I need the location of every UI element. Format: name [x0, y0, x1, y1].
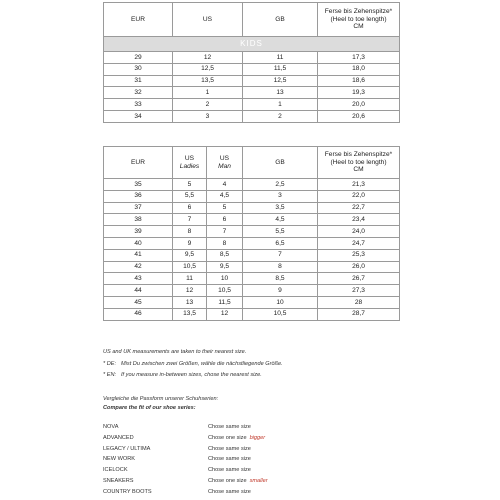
cell-us: 2 [173, 99, 243, 111]
header-cm-line2: (Heel to toe length) [330, 158, 387, 166]
cell-cm: 24,7 [318, 237, 400, 249]
header-heel-to-toe [318, 3, 400, 37]
cell-man: 5 [207, 202, 243, 214]
cell-gb: 4,5 [243, 214, 318, 226]
cell-ladies: 5,5 [173, 190, 207, 202]
header-cm-line1: Ferse bis Zehenspitze* [324, 8, 393, 16]
cell-cm: 26,0 [318, 261, 400, 273]
cell-gb: 11 [243, 52, 318, 64]
fit-advice [208, 456, 251, 462]
cell-gb: 8 [243, 261, 318, 273]
table-row [104, 285, 400, 297]
series-name: COUNTRY BOOTS [103, 488, 152, 495]
de-note [103, 361, 283, 373]
cell-man: 8,5 [207, 249, 243, 261]
cell-eur: 41 [104, 249, 173, 261]
table-row [104, 226, 400, 238]
cell-man: 6 [207, 214, 243, 226]
cell-us: 13,5 [173, 75, 243, 87]
cell-gb: 6,5 [243, 237, 318, 249]
cell-eur: 33 [104, 99, 173, 111]
compare-row [103, 456, 403, 467]
cell-gb: 7 [243, 249, 318, 261]
cell-eur: 32 [104, 87, 173, 99]
header-heel-to-toe [318, 147, 400, 179]
fit-advice-text: Chose same size [208, 424, 251, 430]
table-row [104, 52, 400, 64]
compare-row [103, 467, 403, 478]
cell-man: 9,5 [207, 261, 243, 273]
cell-eur: 38 [104, 214, 173, 226]
compare-heading [103, 396, 218, 414]
cell-ladies: 9 [173, 237, 207, 249]
cell-eur: 40 [104, 237, 173, 249]
cell-eur: 35 [104, 179, 173, 191]
cell-us: 1 [173, 87, 243, 99]
fit-advice [208, 467, 251, 473]
cell-cm: 20,6 [318, 110, 400, 122]
compare-title-en: Compare the fit of our shoe series: [103, 405, 196, 411]
fit-advice [208, 435, 265, 441]
compare-row [103, 424, 403, 435]
fit-advice-text: Chose same size [208, 456, 251, 463]
en-note [103, 372, 283, 384]
fit-advice-accent: smaller [249, 477, 268, 484]
kids-size-table [103, 2, 400, 123]
table-row [104, 190, 400, 202]
cell-gb: 9 [243, 285, 318, 297]
cell-us: 3 [173, 110, 243, 122]
series-name: NEW WORK [103, 456, 136, 463]
series-name: LEGACY / ULTIMA [103, 445, 151, 452]
cell-man: 4,5 [207, 190, 243, 202]
de-note-text: Mist Du zwischen zwei Größen, wähle die nächstliegende Größe. [121, 360, 283, 367]
cell-ladies: 12 [173, 285, 207, 297]
header-us-ladies-line1: US [184, 154, 195, 162]
cell-gb: 1 [243, 99, 318, 111]
cell-cm: 18,0 [318, 63, 400, 75]
cell-man: 10 [207, 273, 243, 285]
en-note-text: If you measure in-between sizes, chose the nearest size. [121, 372, 262, 378]
cell-eur: 44 [104, 285, 173, 297]
cell-cm: 21,3 [318, 179, 400, 191]
fit-advice-text: Chose same size [208, 488, 251, 495]
compare-row [103, 446, 403, 457]
fit-advice-accent: bigger [249, 434, 266, 441]
cell-man: 7 [207, 226, 243, 238]
table-row [104, 237, 400, 249]
cell-cm: 25,3 [318, 249, 400, 261]
cell-gb: 5,5 [243, 226, 318, 238]
cell-man: 4 [207, 179, 243, 191]
cell-ladies: 9,5 [173, 249, 207, 261]
table-row [104, 87, 400, 99]
cell-us: 12 [173, 52, 243, 64]
cell-gb: 2,5 [243, 179, 318, 191]
cell-gb: 12,5 [243, 75, 318, 87]
table-row [104, 296, 400, 308]
fit-advice [208, 489, 251, 495]
cell-cm: 23,4 [318, 214, 400, 226]
compare-row [103, 489, 403, 500]
table-row [104, 273, 400, 285]
cell-ladies: 6 [173, 202, 207, 214]
cell-man: 11,5 [207, 296, 243, 308]
fit-advice-text: Chose same size [208, 467, 251, 474]
cell-eur: 30 [104, 63, 173, 75]
adult-size-table [103, 146, 400, 321]
table-row [104, 214, 400, 226]
cell-cm: 24,0 [318, 226, 400, 238]
cell-cm: 27,3 [318, 285, 400, 297]
fit-advice-text: Chose one size [208, 477, 247, 484]
cell-ladies: 7 [173, 214, 207, 226]
cell-gb: 8,5 [243, 273, 318, 285]
cell-gb: 10,5 [243, 308, 318, 320]
cell-eur: 29 [104, 52, 173, 64]
table-row [104, 110, 400, 122]
cell-eur: 43 [104, 273, 173, 285]
compare-title-de: Vergleiche die Passform unserer Schuhserien: [103, 396, 219, 402]
fit-advice [208, 478, 268, 484]
cell-gb: 3 [243, 190, 318, 202]
table-row [104, 202, 400, 214]
compare-row [103, 478, 403, 489]
cell-eur: 37 [104, 202, 173, 214]
cell-ladies: 8 [173, 226, 207, 238]
cell-ladies: 13,5 [173, 308, 207, 320]
cell-cm: 17,3 [318, 52, 400, 64]
fit-advice-text: Chose one size [208, 434, 247, 441]
table-row [104, 179, 400, 191]
cell-gb: 11,5 [243, 63, 318, 75]
header-eur: EUR [104, 3, 173, 37]
cell-cm: 19,3 [318, 87, 400, 99]
header-cm-line2: (Heel to toe length) [330, 15, 387, 23]
cell-eur: 36 [104, 190, 173, 202]
table-row [104, 308, 400, 320]
fit-advice [208, 446, 251, 452]
cell-gb: 10 [243, 296, 318, 308]
compare-row [103, 435, 403, 446]
series-name: NOVA [103, 424, 119, 430]
header-cm-line3: CM [353, 23, 364, 31]
size-notes [103, 349, 283, 384]
header-us: US [173, 3, 243, 37]
header-us-man-line2: Man [218, 162, 231, 170]
header-cm-line1: Ferse bis Zehenspitze* [324, 151, 393, 159]
cell-ladies: 5 [173, 179, 207, 191]
header-gb: GB [243, 147, 318, 179]
header-us-man-line1: US [219, 154, 230, 162]
compare-list [103, 424, 403, 500]
cell-cm: 28 [318, 296, 400, 308]
cell-cm: 20,0 [318, 99, 400, 111]
cell-eur: 39 [104, 226, 173, 238]
cell-cm: 22,0 [318, 190, 400, 202]
series-name: ADVANCED [103, 434, 134, 441]
cell-eur: 45 [104, 296, 173, 308]
cell-cm: 22,7 [318, 202, 400, 214]
cell-cm: 18,6 [318, 75, 400, 87]
series-name: ICELOCK [103, 467, 128, 474]
de-note-mark: * DE: [103, 360, 117, 367]
series-name: SNEAKERS [103, 477, 134, 484]
table-row [104, 99, 400, 111]
cell-gb: 3,5 [243, 202, 318, 214]
table-row [104, 261, 400, 273]
kids-section-label: KIDS [104, 37, 400, 52]
cell-cm: 28,7 [318, 308, 400, 320]
header-us-ladies-line2: Ladies [179, 162, 200, 170]
header-gb: GB [243, 3, 318, 37]
cell-man: 10,5 [207, 285, 243, 297]
cell-ladies: 10,5 [173, 261, 207, 273]
cell-man: 8 [207, 237, 243, 249]
cell-ladies: 11 [173, 273, 207, 285]
rounding-note: US and UK measurements are taken to their nearest size. [103, 349, 247, 355]
table-row [104, 249, 400, 261]
table-row [104, 75, 400, 87]
table-row [104, 63, 400, 75]
cell-eur: 46 [104, 308, 173, 320]
fit-advice-text: Chose same size [208, 445, 251, 452]
cell-gb: 2 [243, 110, 318, 122]
header-eur: EUR [104, 147, 173, 179]
cell-eur: 42 [104, 261, 173, 273]
header-us-ladies [173, 147, 207, 179]
cell-ladies: 13 [173, 296, 207, 308]
cell-cm: 26,7 [318, 273, 400, 285]
header-us-man [207, 147, 243, 179]
cell-gb: 13 [243, 87, 318, 99]
header-cm-line3: CM [353, 166, 364, 174]
cell-man: 12 [207, 308, 243, 320]
cell-eur: 34 [104, 110, 173, 122]
en-note-mark: * EN: [103, 372, 117, 378]
cell-eur: 31 [104, 75, 173, 87]
fit-advice [208, 424, 251, 430]
cell-us: 12,5 [173, 63, 243, 75]
